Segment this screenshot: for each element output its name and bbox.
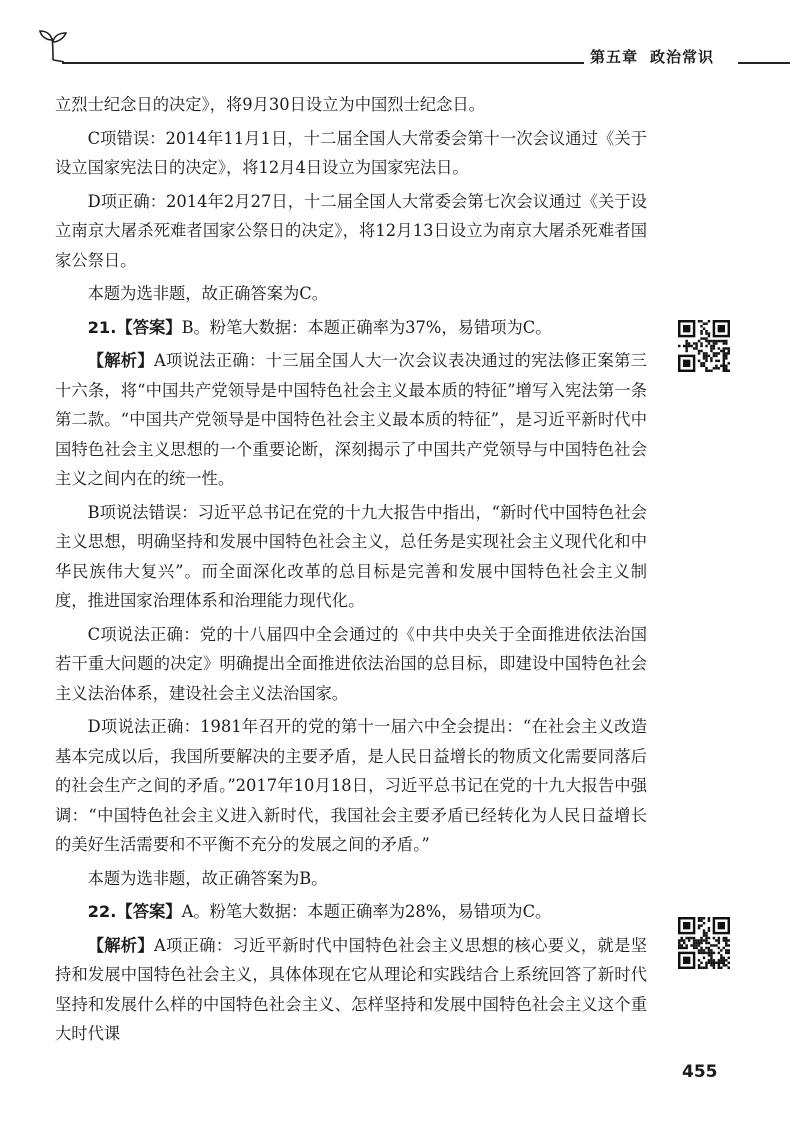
paragraph-text: D项正确：2014年2月27日，十二届全国人大常委会第七次会议通过《关于设立南京大屠杀死难者国家公祭日的决定》，将12月13日设立为南京大屠杀死难者国家公祭日。 bbox=[55, 191, 647, 270]
paragraph bbox=[55, 498, 647, 616]
paragraph-text: 本题为选非题，故正确答案为C。 bbox=[87, 284, 328, 303]
qr-code-icon bbox=[678, 320, 730, 372]
paragraph-text: A项正确：习近平新时代中国特色社会主义思想的核心要义，就是坚持和发展中国特色社会主义，具体体现在它从理论和实践结合上系统回答了新时代坚持和发展什么样的中国特色社会主义、怎样坚持和发展中国特色社会主义这个重大时代课 bbox=[55, 935, 647, 1043]
chapter-heading bbox=[590, 46, 714, 67]
paragraph-text: 本题为选非题，故正确答案为B。 bbox=[87, 868, 328, 888]
page-number: 455 bbox=[682, 1062, 718, 1082]
paragraph-text: A项说法正确：十三届全国人大一次会议表决通过的宪法修正案第三十六条，将“中国共产党领导是中国特色社会主义最本质的特征”增写入宪法第一条第二款。“中国共产党领导是中国特色社会主义最本质的特征”，是习近平新时代中国特色社会主义思想的一个重要论断，深刻揭示了中国共产党领导与中国特色社会主义之间内在的统一性。 bbox=[55, 351, 647, 488]
paragraph-text: 立烈士纪念日的决定》，将9月30日设立为中国烈士纪念日。 bbox=[55, 95, 485, 114]
paragraph bbox=[55, 864, 647, 894]
paragraph-text: D项说法正确：1981年召开的党的第十一届六中全会提出：“在社会主义改造基本完成以后，我国所要解决的主要矛盾，是人民日益增长的物质文化需要同落后的社会生产之间的矛盾。”2017年10月18日，习近平总书记在党的十九大报告中强调：“中国特色社会主义进入新时代，我国社会主要矛盾已经转化为人民日益增长的美好生活需要和不平衡不充分的发展之间的矛盾。” bbox=[55, 717, 647, 854]
paragraph-text: B项说法错误：习近平总书记在党的十九大报告中指出，“新时代中国特色社会主义思想，明确坚持和发展中国特色社会主义，总任务是实现社会主义现代化和中华民族伟大复兴”。而全面深化改革的总目标是完善和发展中国特色社会主义制度，推进国家治理体系和治理能力现代化。 bbox=[55, 502, 647, 610]
paragraph bbox=[55, 346, 647, 494]
header-rule-left bbox=[62, 62, 584, 64]
answer-tag: 【解析】 bbox=[87, 935, 154, 955]
chapter-title: 政治常识 bbox=[650, 48, 715, 66]
paragraph bbox=[55, 90, 647, 120]
qr-code-icon bbox=[678, 917, 730, 969]
paragraph bbox=[55, 313, 647, 343]
page-header bbox=[0, 0, 800, 80]
header-rule-right bbox=[738, 62, 790, 64]
paragraph bbox=[55, 931, 647, 1049]
paragraph-text: B。粉笔大数据：本题正确率为37%，易错项为C。 bbox=[181, 317, 552, 337]
paragraph-text: C项错误：2014年11月1日，十二届全国人大常委会第十一次会议通过《关于设立国家宪法日的决定》，将12月4日设立为国家宪法日。 bbox=[55, 128, 647, 177]
paragraph bbox=[55, 187, 647, 276]
page-body bbox=[55, 90, 647, 1053]
paragraph-text: C项说法正确：党的十八届四中全会通过的《中共中央关于全面推进依法治国若干重大问题的决定》明确提出全面推进依法治国的总目标，即建设中国特色社会主义法治体系，建设社会主义法治国家。 bbox=[55, 624, 647, 703]
paragraph bbox=[55, 712, 647, 860]
answer-tag: 【解析】 bbox=[87, 351, 154, 370]
answer-tag: 22.【答案】 bbox=[87, 902, 182, 921]
paragraph bbox=[55, 620, 647, 709]
paragraph bbox=[55, 279, 647, 309]
paragraph bbox=[55, 897, 647, 927]
sprout-logo-icon bbox=[38, 28, 68, 62]
paragraph bbox=[55, 124, 647, 183]
chapter-number: 第五章 bbox=[590, 48, 639, 66]
paragraph-text: A。粉笔大数据：本题正确率为28%，易错项为C。 bbox=[181, 902, 552, 921]
answer-tag: 21.【答案】 bbox=[87, 317, 182, 337]
